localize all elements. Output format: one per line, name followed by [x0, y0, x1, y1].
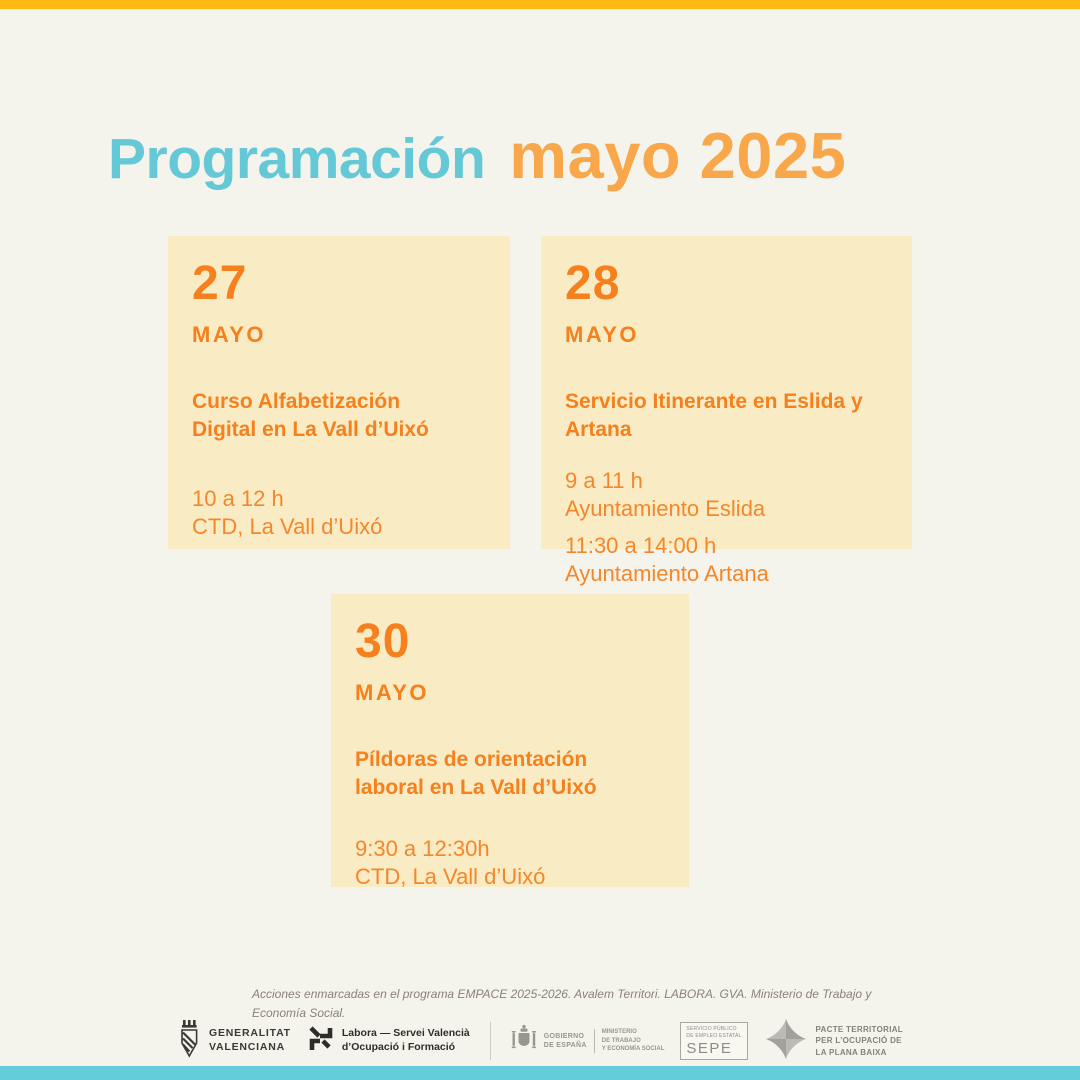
card-day-number: 30	[355, 615, 411, 668]
top-accent-bar	[0, 0, 1080, 9]
title-programacion: Programación	[108, 127, 486, 191]
gobierno-logo-text	[544, 1032, 587, 1051]
event-title-line: Digital en La Vall d’Uixó	[192, 418, 429, 442]
event-title-line: laboral en La Vall d’Uixó	[355, 776, 597, 800]
event-title	[355, 746, 665, 803]
card-month-label: MAYO	[192, 322, 266, 347]
generalitat-valenciana-logo	[177, 1020, 291, 1063]
sepe-small-line1: SERVICIO PÚBLICO	[686, 1026, 737, 1032]
event-location: CTD, La Vall d’Uixó	[355, 863, 546, 889]
ministerio-line3: Y ECONOMÍA SOCIAL	[601, 1046, 665, 1053]
event-location: CTD, La Vall d’Uixó	[192, 513, 383, 539]
event-title	[565, 388, 888, 445]
institutional-logos-bar	[0, 1018, 1080, 1064]
event-title-line: Artana	[565, 418, 632, 442]
event-location: Ayuntamiento Artana	[565, 561, 769, 587]
labora-mark-icon	[307, 1025, 334, 1057]
pacte-pinwheel-icon	[764, 1017, 808, 1066]
spain-crest-icon	[511, 1024, 537, 1059]
sepe-wordmark: SEPE	[686, 1040, 733, 1057]
event-card-28-mayo	[541, 236, 912, 587]
event-title-line: Píldoras de orientación	[355, 748, 588, 771]
sepe-logo	[680, 1022, 747, 1060]
title-month-year: mayo 2025	[509, 119, 847, 192]
gobierno-espana-logo	[511, 1024, 665, 1059]
pacte-line3: LA PLANA BAIXA	[815, 1047, 887, 1057]
event-time: 10 a 12 h	[192, 485, 284, 511]
event-title-line: Curso Alfabetización	[192, 390, 401, 413]
ministerio-line1: MINISTERIO	[601, 1028, 637, 1035]
gobierno-line2: DE ESPAÑA	[543, 1042, 587, 1049]
generalitat-line2: VALENCIANA	[208, 1041, 286, 1053]
labora-logo	[307, 1025, 470, 1057]
gobierno-ministerio-divider	[594, 1029, 595, 1053]
pacte-logo-text	[816, 1024, 903, 1058]
event-title	[192, 388, 486, 445]
event-card-27-mayo	[168, 236, 510, 549]
event-location: Ayuntamiento Eslida	[565, 495, 766, 521]
ministerio-logo-text	[602, 1028, 665, 1054]
bottom-accent-bar	[0, 1066, 1080, 1080]
pacte-line2: PER L’OCUPACIÓ DE	[815, 1036, 902, 1046]
generalitat-line1: GENERALITAT	[208, 1027, 291, 1040]
event-time: 9 a 11 h	[565, 467, 643, 493]
card-month-label: MAYO	[355, 680, 429, 705]
labora-line2: d’Ocupació i Formació	[341, 1041, 456, 1053]
logos-divider	[490, 1022, 491, 1060]
event-title-line: Servicio Itinerante en Eslida y	[565, 390, 863, 413]
card-day-number: 28	[565, 257, 621, 310]
labora-logo-text	[342, 1027, 470, 1054]
ministerio-line2: DE TRABAJO	[601, 1037, 641, 1044]
generalitat-logo-text	[209, 1027, 291, 1054]
page-title	[108, 118, 988, 193]
sepe-small-line2: DE EMPLEO ESTATAL	[686, 1032, 742, 1039]
card-day-number: 27	[192, 257, 248, 310]
event-card-30-mayo	[331, 594, 689, 887]
labora-line1: Labora — Servei Valencià	[341, 1027, 470, 1040]
gobierno-line1: GOBIERNO	[543, 1032, 585, 1040]
event-details	[355, 835, 665, 891]
program-disclaimer-text: Acciones enmarcadas en el programa EMPACE 2025-2026. Avalem Territori. LABORA. GVA. Ministerio de Trabajo y Economía Social.	[252, 987, 872, 1021]
pacte-territorial-logo	[764, 1017, 903, 1066]
card-month-label: MAYO	[565, 322, 639, 347]
event-time: 9:30 a 12:30h	[355, 835, 490, 861]
event-details	[565, 467, 888, 589]
pacte-line1: PACTE TERRITORIAL	[815, 1025, 903, 1035]
generalitat-crest-icon	[177, 1020, 202, 1063]
event-details	[192, 485, 486, 541]
sepe-small-text	[686, 1026, 741, 1039]
event-time: 11:30 a 14:00 h	[565, 533, 717, 558]
